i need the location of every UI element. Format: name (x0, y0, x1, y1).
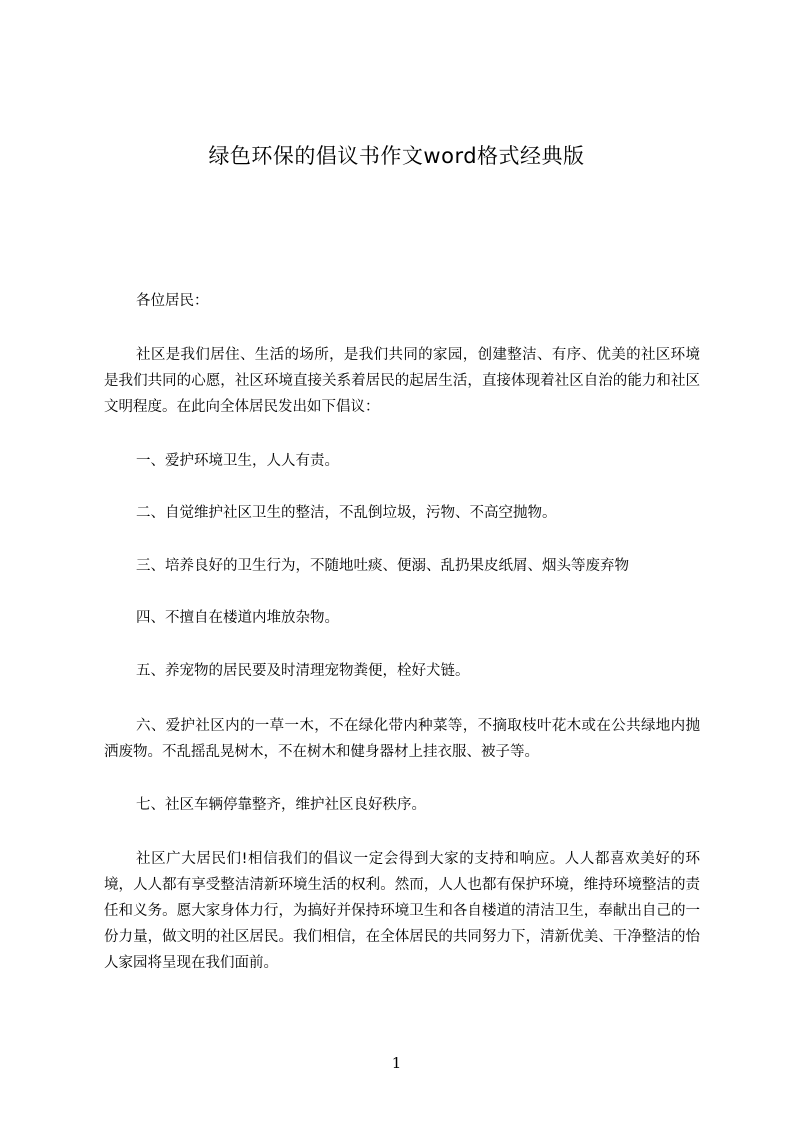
proposal-item-3: 三、培养良好的卫生行为，不随地吐痰、便溺、乱扔果皮纸屑、烟头等废弃物 (136, 558, 629, 574)
proposal-item-1: 一、爱护环境卫生，人人有责。 (136, 453, 339, 469)
closing-paragraph: 社区广大居民们!相信我们的倡议一定会得到大家的支持和响应。人人都喜欢美好的环境，人人都有享受整洁清新环境生活的权利。然而，人人也都有保护环境，维持环境整洁的责任和义务。愿大家身体力行，为搞好并保持环境卫生和各自楼道的清洁卫生，奉献出自己的一份力量，做文明的社区居民。我们相信，在全体居民的共同努力下，清新优美、干净整洁的怡人家园将呈现在我们面前。 (104, 851, 700, 971)
proposal-item-6: 六、爱护社区内的一草一木，不在绿化带内种菜等，不摘取枝叶花木或在公共绿地内抛洒废物。不乱摇乱晃树木，不在树木和健身器材上挂衣服、被子等。 (104, 718, 700, 760)
proposal-item-2: 二、自觉维护社区卫生的整洁，不乱倒垃圾，污物、不高空抛物。 (136, 505, 557, 521)
greeting: 各位居民： (136, 293, 209, 309)
proposal-item-5: 五、养宠物的居民要及时清理宠物粪便，栓好犬链。 (136, 663, 470, 679)
page-number: 1 (391, 1054, 402, 1072)
intro-paragraph: 社区是我们居住、生活的场所，是我们共同的家园，创建整洁、有序、优美的社区环境是我们共同的心愿，社区环境直接关系着居民的起居生活，直接体现着社区自治的能力和社区文明程度。在此向全体居民发出如下倡议： (104, 347, 700, 415)
proposal-item-7: 七、社区车辆停靠整齐，维护社区良好秩序。 (136, 797, 426, 813)
proposal-item-4: 四、不擅自在楼道内堆放杂物。 (136, 610, 339, 626)
document-title: 绿色环保的倡议书作文word格式经典版 (208, 144, 585, 168)
